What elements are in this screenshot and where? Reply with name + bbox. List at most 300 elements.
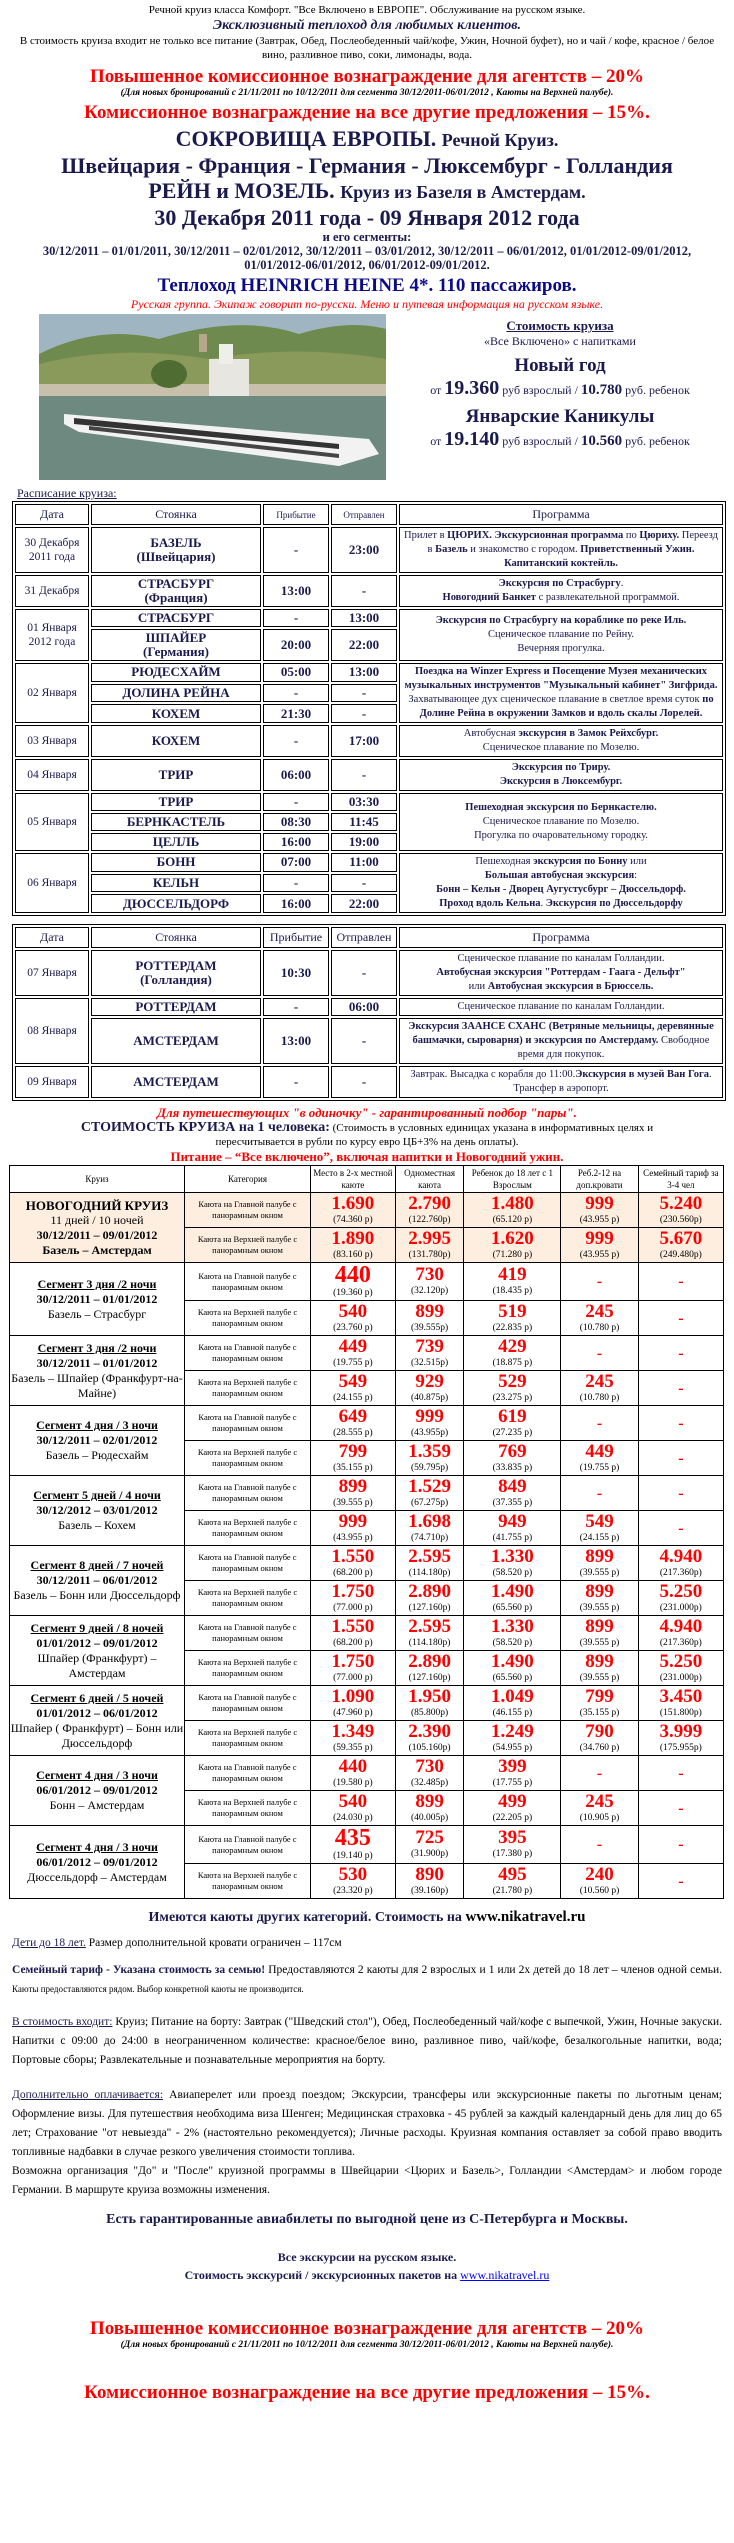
unit: руб взрослый / xyxy=(502,434,578,448)
price-cell xyxy=(561,1546,638,1581)
program-text: Захватывающее дух сценическое плавание в светлое время суток xyxy=(408,694,703,705)
price-cell xyxy=(561,1193,638,1228)
price-eur: 799 xyxy=(338,1440,368,1462)
cruise-dates: 01/01/2012 – 09/01/2012 xyxy=(36,1635,158,1650)
program-line xyxy=(402,980,720,994)
jan-child-price: 10.560 xyxy=(580,433,623,449)
stop-name: ШПАЙЕР xyxy=(145,630,207,645)
cruise-title: Сегмент 6 дней / 5 ночей xyxy=(30,1690,164,1705)
program-line xyxy=(402,761,720,775)
program-text: Пешеходная xyxy=(475,856,534,867)
price-eur: 769 xyxy=(498,1440,527,1462)
excursions-note xyxy=(0,2248,734,2284)
arrival-time: - xyxy=(263,1066,329,1098)
schedule-table-2 xyxy=(12,924,726,1101)
price-cell xyxy=(561,1791,638,1826)
program-text: . xyxy=(540,898,546,909)
program-line xyxy=(402,741,720,755)
cruise-dates: 30/12/2011 – 09/01/2012 xyxy=(36,1227,158,1242)
price-rub: (10.780 р) xyxy=(579,1322,620,1333)
price-cell xyxy=(561,1864,638,1899)
departure-time: 13:00 xyxy=(331,609,397,627)
program-text: Экскурсия в Люксембург. xyxy=(499,776,623,787)
price-eur: 1.249 xyxy=(490,1720,534,1742)
program-line xyxy=(402,869,720,883)
date-cell: 01 Января 2012 года xyxy=(15,609,89,661)
price-rub: (77.000 р) xyxy=(333,1602,373,1613)
price-cell xyxy=(395,1826,464,1864)
price-cell xyxy=(561,1228,638,1263)
price-rub: (105.160р) xyxy=(408,1742,451,1753)
stop-cell xyxy=(91,1018,261,1064)
price-rub: (54.955 р) xyxy=(492,1742,533,1753)
cruise-cell xyxy=(10,1406,185,1476)
cruise-route: Базель – Бонн или Дюссельдорф xyxy=(13,1588,181,1602)
price-eur: 1.349 xyxy=(331,1720,375,1742)
cruise-title: Сегмент 9 дней / 8 ночей xyxy=(30,1620,164,1635)
cabin-category: Каюта на Главной палубе с панорамным окном xyxy=(185,1406,311,1441)
departure-time: 06:00 xyxy=(331,998,397,1016)
price-rub: (17.755 р) xyxy=(492,1777,533,1788)
title-sub: Речной Круиз. xyxy=(441,130,559,150)
commission-20-note: (Для новых бронирований с 21/11/2011 по 10/12/2011 для сегмента 30/12/2011-06/01/2012 , Каюты на Верхней палубе). xyxy=(120,88,614,98)
before-after-text: Возможна организация "До" и "После" круизной программы в Швейцарии <Цюрих и Базель>, Голландии <Амстердам> и любом городе Германии. В маршруте круиза возможны изменения. xyxy=(12,2165,722,2196)
price-cell xyxy=(638,1263,723,1301)
price-eur: 2.790 xyxy=(408,1192,451,1214)
price-eur: 5.670 xyxy=(659,1227,703,1249)
price-rub: (68.200 р) xyxy=(333,1567,373,1578)
price-cell xyxy=(638,1581,723,1616)
price-eur: 4.940 xyxy=(659,1615,703,1637)
cabin-category: Каюта на Главной палубе с панорамным окном xyxy=(185,1756,311,1791)
title-line-1 xyxy=(0,126,734,153)
program-text: Автобусная экскурсия в Брюссель. xyxy=(487,981,654,992)
route-sub: Круиз из Базеля в Амстердам. xyxy=(340,182,586,202)
column-header: Отправлен xyxy=(331,927,397,948)
price-cell xyxy=(561,1756,638,1791)
price-cell xyxy=(464,1301,561,1336)
program-text: . xyxy=(620,578,624,589)
arrival-time: - xyxy=(263,874,329,893)
price-rub: (114.180р) xyxy=(408,1637,451,1648)
price-eur: 730 xyxy=(415,1264,444,1285)
cruise-dates: 30/12/2011 – 01/01/2012 xyxy=(36,1291,158,1306)
price-eur: 519 xyxy=(498,1300,527,1322)
price-cell xyxy=(561,1826,638,1864)
column-header: Программа xyxy=(399,927,723,948)
price-eur: 395 xyxy=(498,1827,527,1848)
price-rub: (40.005р) xyxy=(411,1812,449,1823)
family-note xyxy=(0,1961,734,1999)
jan-adult-price: 19.140 xyxy=(444,428,500,450)
program-text: Новогодний Банкет xyxy=(442,592,536,603)
price-sub: «Все Включено» с напитками xyxy=(484,334,636,348)
price-rub: (40.875р) xyxy=(411,1392,449,1403)
arrival-time: - xyxy=(263,998,329,1016)
cruise-route: Бонн – Амстердам xyxy=(49,1798,145,1812)
stop-cell xyxy=(91,684,261,703)
other-cabins-text: Имеются каюты других категорий. Стоимость на xyxy=(148,1910,466,1925)
stop-cell xyxy=(91,759,261,791)
price-eur: 3.999 xyxy=(659,1720,703,1742)
cruise-title: Сегмент 4 дня / 3 ночи xyxy=(36,1418,158,1432)
price-rub: (77.000 р) xyxy=(333,1672,373,1683)
price-rub: (230.560р) xyxy=(659,1214,702,1225)
intro-line: Речной круиз класса Комфорт. "Все Включено в ЕВРОПЕ". Обслуживание на русском языке. xyxy=(148,4,586,16)
price-eur: 1.480 xyxy=(490,1192,534,1214)
no-price: - xyxy=(596,1484,603,1502)
price-cell xyxy=(638,1406,723,1441)
other-cabins-site: www.nikatravel.ru xyxy=(465,1909,586,1925)
segment-row xyxy=(10,1406,724,1441)
program-text: Проход вдоль Кельна xyxy=(439,898,541,909)
price-rub: (43.955 р) xyxy=(333,1532,373,1543)
no-price: - xyxy=(678,1799,684,1817)
program-line xyxy=(402,614,720,628)
countries: Швейцария - Франция - Германия - Люксембург - Голландия xyxy=(61,153,673,178)
price-cell xyxy=(395,1263,464,1301)
price-eur: 3.450 xyxy=(659,1685,703,1707)
program-cell xyxy=(399,998,723,1016)
price-rub: (31.900р) xyxy=(411,1849,449,1859)
price-cell xyxy=(311,1406,396,1441)
price-eur: 999 xyxy=(415,1405,444,1427)
program-text: по xyxy=(623,530,640,541)
cruise-route: Дюссельдорф – Амстердам xyxy=(27,1869,167,1884)
program-text: экскурсия в Замок Рейхсбург. xyxy=(518,728,659,739)
stop-name: ЦЕЛЛЬ xyxy=(152,834,200,849)
departure-time: - xyxy=(331,575,397,607)
segment-row xyxy=(10,1336,724,1371)
price-eur: 5.240 xyxy=(659,1192,703,1214)
program-cell xyxy=(399,950,723,996)
price-eur: 1.690 xyxy=(331,1192,375,1214)
program-text: Автобусная экскурсия "Роттердам - Гаага - Дельфт" xyxy=(436,967,686,978)
departure-time: 17:00 xyxy=(331,725,397,757)
cabin-category: Каюта на Верхней палубе с панорамным окном xyxy=(185,1511,311,1546)
price-rub: (231.000р) xyxy=(659,1672,702,1683)
program-text: ЦЮРИХ. Экскурсионная программа xyxy=(447,530,624,541)
cruise-route: Базель – Рюдесхайм xyxy=(45,1448,149,1462)
cruise-title: Сегмент 4 дня / 3 ночи xyxy=(36,1768,158,1782)
price-eur: 1.698 xyxy=(408,1510,451,1532)
no-price: - xyxy=(678,1872,684,1890)
price-eur: 2.390 xyxy=(408,1720,451,1742)
program-line xyxy=(402,966,720,980)
extra-text: Авиаперелет или проезд поездом; Экскурсии, трансферы или экскурсионные пакеты по льготным ценам; Оформление визы. Для путешествия необходима виза Шенген; Медицинская страховка - 45 рублей за каждый календарный день для лиц до 65 лет; Страхование "от невыезда" - 2% (настоятельно рекомендуется); Личные расходы. Круизная компания оставляет за собой право вводить топливные надбавки в случае резкого увеличения стоимости топлива. xyxy=(12,2089,722,2158)
included-label: В стоимость входит: xyxy=(12,2016,113,2028)
price-eur: 245 xyxy=(585,1790,614,1812)
price-cell xyxy=(395,1371,464,1406)
cruise-route: Шпайер (Франкфурт) – Амстердам xyxy=(37,1650,157,1680)
price-rub: (59.795р) xyxy=(411,1462,449,1473)
price-rub: (39.555 р) xyxy=(579,1672,620,1683)
price-rub: (71.280 р) xyxy=(492,1249,533,1260)
price-cell xyxy=(464,1441,561,1476)
price-rub: (85.800р) xyxy=(411,1707,449,1718)
price-cell xyxy=(311,1721,396,1756)
program-text: Завтрак. Высадка с корабля до 11:00. xyxy=(410,1069,576,1080)
price-cell xyxy=(464,1193,561,1228)
stop-name: ТРИР xyxy=(158,767,194,782)
price-rub: (19.140 р) xyxy=(333,1851,373,1861)
hero xyxy=(0,314,734,484)
program-line xyxy=(402,642,720,656)
program-line xyxy=(402,815,720,829)
arrival-time: 21:30 xyxy=(263,704,329,723)
segment-row xyxy=(10,1263,724,1301)
price-cell xyxy=(561,1371,638,1406)
column-header: Прибытие xyxy=(263,927,329,948)
price-eur: 440 xyxy=(338,1755,368,1777)
arrival-time: 16:00 xyxy=(263,894,329,913)
column-header: Категория xyxy=(185,1166,311,1193)
segments-list: 30/12/2011 – 01/01/2011, 30/12/2011 – 02/01/2012, 30/12/2011 – 03/01/2012, 30/12/2011 – 06/01/2012, 01/01/2012-09/01/2012, 01/01/2012-06/01/2012, 06/01/2012-09/01/2012. xyxy=(42,244,692,272)
price-cell xyxy=(638,1441,723,1476)
program-text: Вечерняя прогулка. xyxy=(517,643,605,654)
cost-heading xyxy=(0,1121,734,1149)
date-cell: 06 Января xyxy=(15,853,89,913)
stop-cell xyxy=(91,998,261,1016)
ny-price xyxy=(386,377,734,400)
price-rub: (74.710р) xyxy=(411,1532,449,1543)
price-eur: 449 xyxy=(585,1440,614,1462)
cost-note: (Стоимость в условных единицах указана в информативных целях и пересчитывается в рубли по курсу евро ЦБ+3% на день оплаты). xyxy=(215,1122,654,1148)
no-price: - xyxy=(678,1764,684,1782)
program-text: Сценическое плавание по Мозелю. xyxy=(482,816,640,827)
cruise-cell xyxy=(10,1686,185,1756)
food-note: Питание – “Все включено”, включая напитки и Новогодний ужин. xyxy=(170,1149,564,1164)
price-cell xyxy=(395,1791,464,1826)
unit: руб. ребенок xyxy=(625,383,690,397)
price-cell xyxy=(638,1301,723,1336)
price-cell xyxy=(311,1263,396,1301)
price-cell xyxy=(638,1476,723,1511)
price-rub: (131.780р) xyxy=(408,1249,451,1260)
price-rub: (47.960 р) xyxy=(333,1707,373,1718)
price-rub: (39.555 р) xyxy=(333,1497,373,1508)
stop-name: КОХЕМ xyxy=(151,733,201,748)
price-cell xyxy=(464,1476,561,1511)
cabin-category: Каюта на Главной палубе с панорамным окном xyxy=(185,1616,311,1651)
price-cell xyxy=(395,1193,464,1228)
commission-20: Повышенное комиссионное вознаграждение для агентств – 20% xyxy=(89,66,645,87)
date-cell: 03 Января xyxy=(15,725,89,757)
segment-row xyxy=(10,1616,724,1651)
price-cell xyxy=(638,1756,723,1791)
stop-cell xyxy=(91,833,261,851)
price-cell xyxy=(311,1616,396,1651)
program-line xyxy=(402,1000,720,1014)
price-rub: (32.485р) xyxy=(411,1777,449,1788)
price-cell xyxy=(464,1336,561,1371)
cabin-category: Каюта на Верхней палубе с панорамным окном xyxy=(185,1721,311,1756)
stop-name: РЮДЕСХАЙМ xyxy=(131,664,221,680)
program-line xyxy=(402,801,720,815)
price-eur: 1.620 xyxy=(490,1227,534,1249)
program-line xyxy=(402,577,720,591)
price-cell xyxy=(395,1476,464,1511)
price-rub: (22.835 р) xyxy=(492,1322,533,1333)
price-cell xyxy=(464,1371,561,1406)
cabin-category: Каюта на Главной палубе с панорамным окном xyxy=(185,1336,311,1371)
program-cell xyxy=(399,853,723,913)
program-line xyxy=(402,952,720,966)
departure-time: 03:30 xyxy=(331,793,397,811)
cruise-dates: 06/01/2012 – 09/01/2012 xyxy=(36,1783,158,1797)
price-cell xyxy=(311,1791,396,1826)
title-main: СОКРОВИЩА ЕВРОПЫ. xyxy=(175,126,437,151)
price-eur: 449 xyxy=(338,1335,368,1357)
cruise-title: Сегмент 8 дней / 7 ночей xyxy=(30,1558,164,1572)
cruise-cell xyxy=(10,1476,185,1546)
stop-cell xyxy=(91,793,261,811)
arrival-time: 07:00 xyxy=(263,853,329,872)
price-rub: (39.555 р) xyxy=(579,1602,620,1613)
jan-price xyxy=(386,428,734,451)
price-cell xyxy=(395,1651,464,1686)
program-text: Большая автобусная экскурсия xyxy=(484,870,635,881)
price-cell xyxy=(638,1336,723,1371)
no-price: - xyxy=(678,1519,684,1537)
price-cell xyxy=(311,1686,396,1721)
program-line xyxy=(402,855,720,869)
price-eur: 419 xyxy=(498,1264,527,1285)
price-eur: 2.890 xyxy=(408,1580,451,1602)
program-line xyxy=(402,665,720,693)
price-rub: (114.180р) xyxy=(408,1567,451,1578)
price-cell xyxy=(311,1336,396,1371)
price-eur: 849 xyxy=(498,1475,527,1497)
schedule-row xyxy=(15,998,723,1016)
price-eur: 429 xyxy=(498,1335,527,1357)
arrival-time: - xyxy=(263,609,329,627)
price-rub: (231.000р) xyxy=(659,1602,702,1613)
cabin-category: Каюта на Верхней палубе с панорамным окном xyxy=(185,1581,311,1616)
date-cell: 05 Января xyxy=(15,793,89,851)
price-rub: (43.955 р) xyxy=(579,1249,620,1260)
kids-note xyxy=(0,1934,734,1953)
header-row xyxy=(15,927,723,948)
price-rub: (83.160 р) xyxy=(333,1249,373,1260)
stop-name: ТРИР xyxy=(158,794,194,809)
price-rub: (43.955 р) xyxy=(579,1214,620,1225)
extra-note xyxy=(0,2086,734,2200)
price-rub: (19.580 р) xyxy=(333,1777,373,1788)
column-header: Одноместная каюта xyxy=(395,1166,464,1193)
unit: руб взрослый / xyxy=(502,383,578,397)
price-cell xyxy=(311,1511,396,1546)
price-eur: 999 xyxy=(338,1510,368,1532)
price-cell xyxy=(395,1441,464,1476)
excursions-cost: Стоимость экскурсий / экскурсионных пакетов на xyxy=(184,2268,461,2282)
price-cell xyxy=(638,1371,723,1406)
program-line xyxy=(402,693,720,721)
schedule-row xyxy=(15,663,723,682)
price-cell xyxy=(464,1406,561,1441)
price-eur: 890 xyxy=(415,1863,444,1885)
price-rub: (24.155 р) xyxy=(579,1532,620,1543)
arrival-time: 06:00 xyxy=(263,759,329,791)
price-eur: 619 xyxy=(498,1405,527,1427)
ship-name: Теплоход HEINRICH HEINE 4*. 110 пассажиров. xyxy=(157,275,577,296)
price-rub: (217.360р) xyxy=(659,1637,702,1648)
stop-cell xyxy=(91,1066,261,1098)
price-eur: 1.550 xyxy=(331,1615,375,1637)
program-text: Экскурсия по Дюссельдорфу xyxy=(545,898,683,909)
price-rub: (19.360 р) xyxy=(333,1288,373,1298)
price-eur: 435 xyxy=(334,1825,371,1851)
stop-cell xyxy=(91,874,261,893)
program-text: Экскурсия в музей Ван Гога xyxy=(575,1069,709,1080)
other-cabins xyxy=(0,1909,734,1926)
price-cell xyxy=(464,1546,561,1581)
arrival-time: - xyxy=(263,725,329,757)
price-rub: (46.155 р) xyxy=(492,1707,533,1718)
price-eur: 1.529 xyxy=(408,1475,451,1497)
program-text: по Долине Рейна в окружении Замков и вдоль скалы Лорелей. xyxy=(419,694,714,719)
segment-row xyxy=(10,1546,724,1581)
price-rub: (151.800р) xyxy=(659,1707,702,1718)
price-cell xyxy=(638,1193,723,1228)
price-eur: 245 xyxy=(585,1370,614,1392)
price-cell xyxy=(561,1406,638,1441)
arrival-time: 20:00 xyxy=(263,629,329,661)
departure-time: 19:00 xyxy=(331,833,397,851)
column-header: Реб.2-12 на доп.кровати xyxy=(561,1166,638,1193)
price-rub: (18.875 р) xyxy=(492,1357,533,1368)
program-line xyxy=(402,628,720,642)
price-cell xyxy=(561,1686,638,1721)
russian-group: Русская группа. Экипаж говорит по-русски. Меню и путевая информация на русском языке. xyxy=(130,297,604,311)
program-text: Экскурсия по Страсбургу на кораблике по реке Иль. xyxy=(435,615,687,626)
departure-time: - xyxy=(331,704,397,723)
schedule-table-1 xyxy=(12,501,726,916)
price-rub: (35.155 р) xyxy=(579,1707,620,1718)
price-cell xyxy=(395,1686,464,1721)
departure-time: 22:00 xyxy=(331,629,397,661)
price-cell xyxy=(395,1406,464,1441)
price-cell xyxy=(395,1756,464,1791)
cabin-category: Каюта на Верхней палубе с панорамным окном xyxy=(185,1441,311,1476)
price-cell xyxy=(311,1193,396,1228)
nikatravel-link[interactable]: www.nikatravel.ru xyxy=(460,2268,550,2282)
departure-time: - xyxy=(331,1066,397,1098)
program-cell xyxy=(399,527,723,573)
price-cell xyxy=(464,1228,561,1263)
included-line: В стоимость круиза входит не только все питание (Завтрак, Обед, Послеобеденный чай/кофе, Ужин, Ночной буфет), но и чай / кофе, красное / белое вино, разливное пиво, соки, лимонады, вода. xyxy=(19,35,715,61)
price-rub: (58.520 р) xyxy=(492,1637,533,1648)
cruise-cell xyxy=(10,1826,185,1899)
price-rub: (23.320 р) xyxy=(333,1885,373,1896)
column-header: Дата xyxy=(15,504,89,525)
program-cell xyxy=(399,1066,723,1098)
included-text: Круиз; Питание на борту: Завтрак ("Шведский стол"), Обед, Послеобеденный чай/кофе с выпечкой, Ужин, Ночные закуски. Напитки с 09:00 до 24:00 в неограниченном количестве: красное/белое вино, разливное пиво, чай/кофе, безалкогольные напитки, вода; Портовые сборы; Развлекательные и познавательные мероприятия на борту. xyxy=(12,2016,722,2066)
stop-name: АМСТЕРДАМ xyxy=(133,1074,219,1089)
price-eur: 540 xyxy=(338,1300,368,1322)
schedule-row xyxy=(15,1018,723,1064)
program-text: Экскурсия ЗААНСЕ СХАНС (Ветряные мельницы, деревянные башмачки, сыроварня) и экскурсия по Амстердаму. xyxy=(408,1021,714,1046)
date-cell: 08 Января xyxy=(15,998,89,1064)
avia-note: Есть гарантированные авиабилеты по выгодной цене из С-Петербурга и Москвы. xyxy=(106,2212,628,2227)
price-eur: 530 xyxy=(338,1863,368,1885)
program-text: с развлекательной программой. xyxy=(535,592,680,603)
price-eur: 2.890 xyxy=(408,1650,451,1672)
program-text: Прогулка по очаровательному городку. xyxy=(474,830,648,841)
price-rub: (59.355 р) xyxy=(333,1742,373,1753)
cruise-dates: 30/12/2012 – 03/01/2012 xyxy=(36,1503,158,1517)
price-rub: (35.155 р) xyxy=(333,1462,373,1473)
